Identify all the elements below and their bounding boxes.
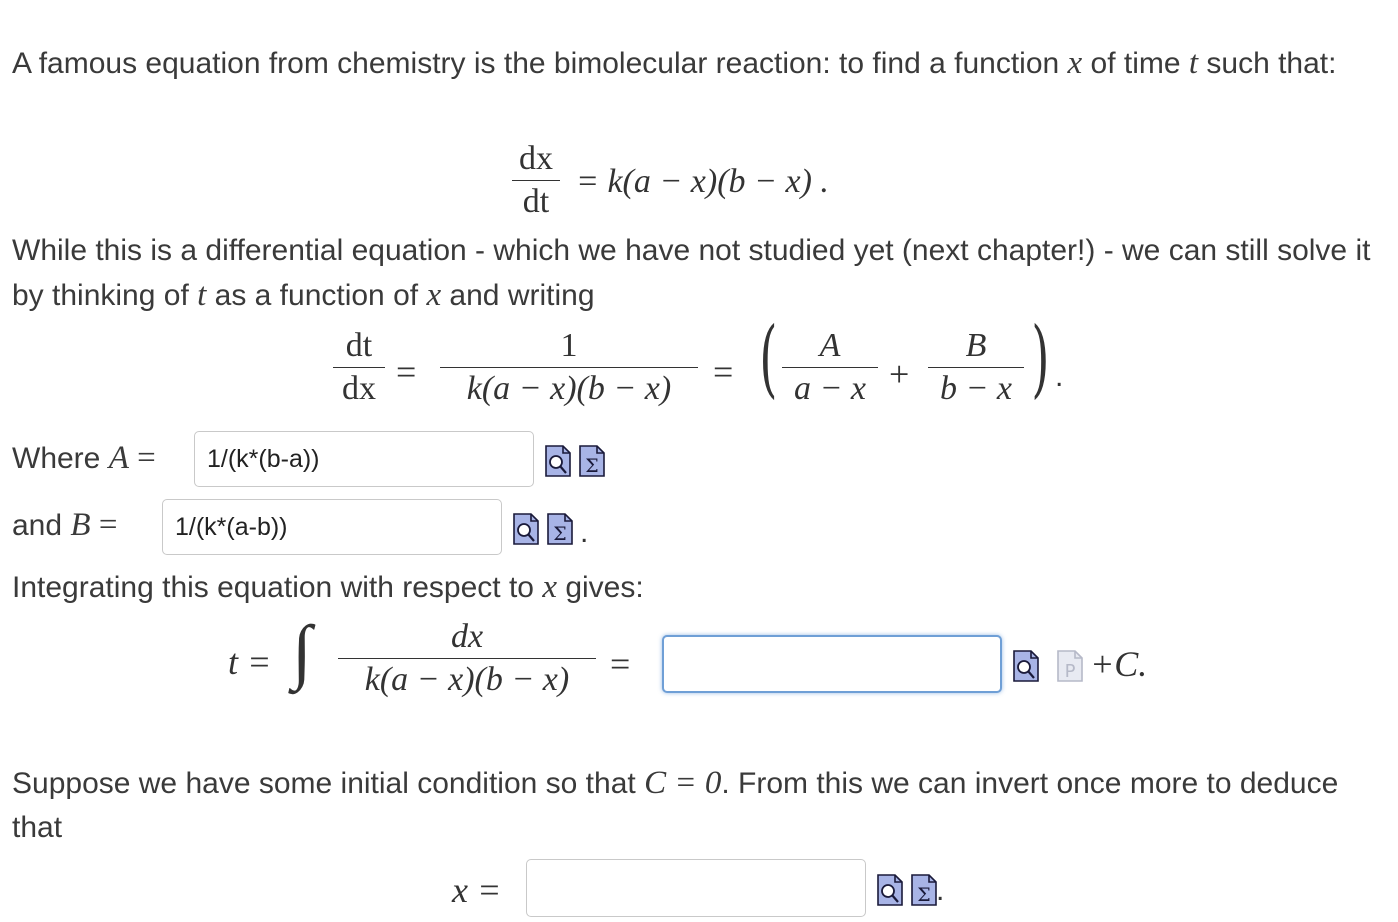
eq2-b-fraction: B b − x bbox=[928, 327, 1024, 408]
svg-text:P: P bbox=[1064, 661, 1076, 682]
svg-text:Σ: Σ bbox=[585, 455, 599, 477]
eq2-equals-2: = bbox=[713, 352, 734, 392]
equation-editor-icon[interactable] bbox=[578, 444, 606, 478]
eq3-lhs: t = bbox=[228, 642, 272, 682]
preview-icon[interactable] bbox=[1012, 649, 1040, 683]
equation-editor-icon[interactable] bbox=[546, 512, 574, 546]
eq2-left-paren: ( bbox=[759, 309, 778, 407]
plus-c: +C. bbox=[1090, 644, 1148, 684]
eq2-middle-fraction: 1 k(a − x)(b − x) bbox=[440, 327, 698, 408]
b-answer-input[interactable] bbox=[162, 499, 502, 555]
svg-text:Σ: Σ bbox=[553, 523, 567, 545]
eq1-numerator: dx bbox=[519, 140, 553, 177]
and-b-label: and B = bbox=[12, 507, 118, 543]
paragraph-4: Suppose we have some initial condition so that C = 0. From this we can invert once more to deduce that bbox=[12, 765, 1339, 844]
integral-sign: ∫ bbox=[292, 611, 312, 691]
a-answer-input[interactable] bbox=[194, 431, 534, 487]
svg-text:Σ: Σ bbox=[917, 884, 931, 906]
equation-editor-icon[interactable] bbox=[910, 873, 938, 907]
x-answer-input[interactable] bbox=[526, 859, 866, 917]
preview-icon[interactable] bbox=[876, 873, 904, 907]
eq1-rhs: = k(a − x)(b − x) . bbox=[576, 163, 829, 200]
intro-paragraph: A famous equation from chemistry is the bimolecular reaction: to find a function x of time t such that: bbox=[12, 45, 1337, 81]
paragraph-2: While this is a differential equation - which we have not studied yet (next chapter!) - we can still solve it by thinking of t as a function of x and writing bbox=[12, 234, 1371, 313]
integral-answer-input[interactable] bbox=[662, 635, 1002, 693]
preview-icon[interactable] bbox=[512, 512, 540, 546]
eq2-a-fraction: A a − x bbox=[782, 327, 878, 408]
eq3-equals: = bbox=[610, 644, 631, 684]
eq2-plus: + bbox=[889, 354, 910, 394]
paragraph-3: Integrating this equation with respect to x gives: bbox=[12, 569, 644, 605]
eq2-right-paren: ) bbox=[1031, 309, 1050, 407]
eq2-lhs-fraction: dt dx bbox=[333, 327, 385, 408]
eq1-fraction-bar bbox=[512, 180, 560, 181]
eq1-denominator: dt bbox=[522, 183, 550, 220]
eq3-fraction: dx k(a − x)(b − x) bbox=[338, 618, 596, 699]
equation-editor-disabled-icon bbox=[1056, 649, 1084, 683]
eq2-equals-1: = bbox=[396, 352, 417, 392]
eq1-fraction bbox=[512, 140, 560, 221]
where-a-label: Where A = bbox=[12, 440, 156, 476]
preview-icon[interactable] bbox=[544, 444, 572, 478]
eq4-lhs: x = bbox=[452, 870, 502, 910]
